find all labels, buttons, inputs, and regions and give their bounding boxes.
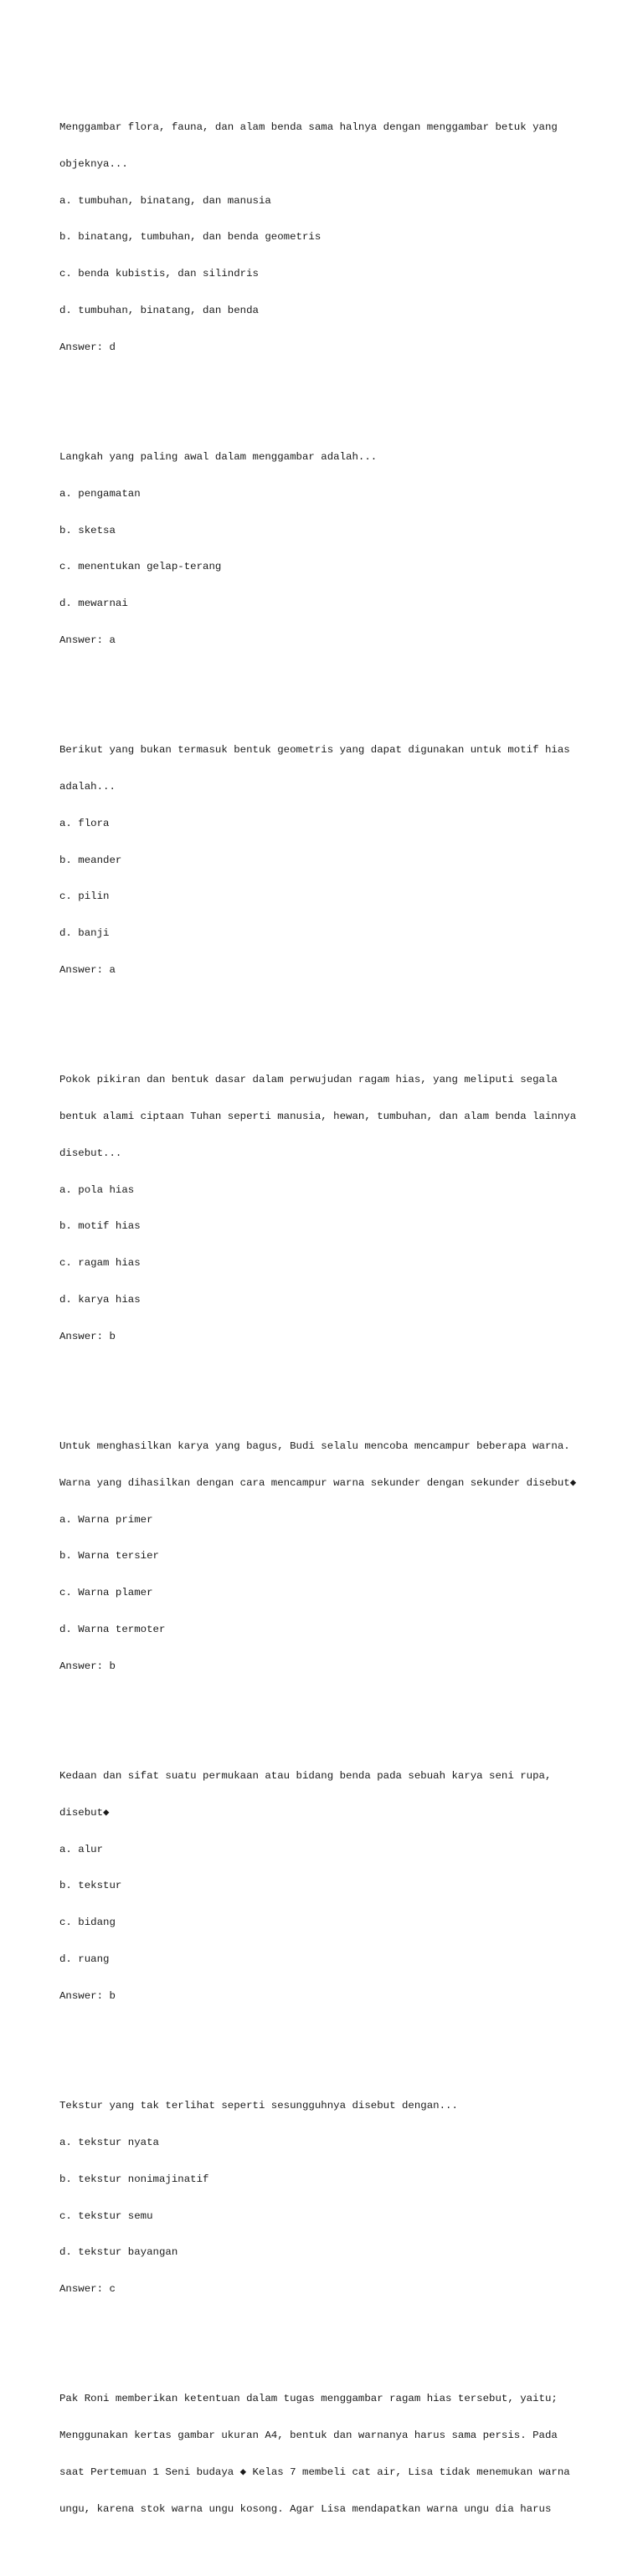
- question-text: ungu, karena stok warna ungu kosong. Agar Lisa mendapatkan warna ungu dia harus: [59, 2502, 552, 2515]
- option-a: a. alur: [59, 1843, 104, 1855]
- option-c: c. benda kubistis, dan silindris: [59, 268, 259, 280]
- answer-line: Answer: a: [59, 963, 116, 976]
- option-c: c. bidang: [59, 1917, 116, 1929]
- question-block-3: [59, 720, 595, 1001]
- option-c: c. ragam hias: [59, 1257, 141, 1270]
- question-text: Warna yang dihasilkan dengan cara mencampur warna sekunder dengan sekunder disebut◆: [59, 1476, 577, 1489]
- option-b: b. Warna tersier: [59, 1550, 159, 1563]
- option-c: c. Warna plamer: [59, 1587, 153, 1599]
- answer-line: Answer: c: [59, 2283, 116, 2296]
- option-a: a. tekstur nyata: [59, 2136, 159, 2148]
- question-block-7: [59, 2076, 595, 2320]
- option-d: d. tekstur bayangan: [59, 2246, 178, 2259]
- question-block-5: [59, 1416, 595, 1697]
- option-b: b. motif hias: [59, 1220, 141, 1233]
- question-text: saat Pertemuan 1 Seni budaya ◆ Kelas 7 membeli cat air, Lisa tidak menemukan warna: [59, 2466, 570, 2478]
- option-a: a. Warna primer: [59, 1513, 153, 1526]
- question-text: Menggambar flora, fauna, dan alam benda sama halnya dengan menggambar betuk yang: [59, 121, 558, 133]
- question-text: disebut◆: [59, 1806, 110, 1819]
- answer-line: Answer: a: [59, 634, 116, 646]
- option-b: b. sketsa: [59, 524, 116, 536]
- question-text: Pak Roni memberikan ketentuan dalam tugas menggambar ragam hias tersebut, yaitu;: [59, 2393, 558, 2405]
- option-d: d. Warna termoter: [59, 1624, 166, 1635]
- option-a: a. pengamatan: [59, 487, 141, 500]
- question-block-1: [59, 97, 595, 378]
- option-b: b. tekstur nonimajinatif: [59, 2173, 209, 2185]
- question-text: objeknya...: [59, 157, 128, 170]
- option-b: b. tekstur: [59, 1880, 122, 1892]
- question-text: adalah...: [59, 781, 116, 793]
- question-text: Menggunakan kertas gambar ukuran A4, bentuk dan warnanya harus sama persis. Pada: [59, 2430, 558, 2442]
- option-b: b. meander: [59, 854, 122, 866]
- option-d: d. karya hias: [59, 1293, 141, 1306]
- answer-line: Answer: b: [59, 1989, 116, 2002]
- question-block-2: [59, 427, 595, 671]
- question-block-6: [59, 1746, 595, 2027]
- question-text: Untuk menghasilkan karya yang bagus, Budi selalu mencoba mencampur beberapa warna.: [59, 1440, 570, 1453]
- answer-line: Answer: d: [59, 341, 116, 353]
- option-d: d. tumbuhan, binatang, dan benda: [59, 304, 259, 316]
- option-a: a. tumbuhan, binatang, dan manusia: [59, 194, 271, 207]
- question-text: Pokok pikiran dan bentuk dasar dalam perwujudan ragam hias, yang meliputi segala: [59, 1074, 558, 1086]
- question-text: disebut...: [59, 1147, 122, 1159]
- question-text: Berikut yang bukan termasuk bentuk geometris yang dapat digunakan untuk motif hias: [59, 744, 570, 757]
- question-text: bentuk alami ciptaan Tuhan seperti manusia, hewan, tumbuhan, dan alam benda lainnya: [59, 1111, 577, 1123]
- question-block-4: [59, 1049, 595, 1367]
- option-b: b. binatang, tumbuhan, dan benda geometris: [59, 231, 322, 244]
- option-c: c. pilin: [59, 890, 110, 903]
- option-a: a. flora: [59, 817, 110, 829]
- answer-line: Answer: b: [59, 1660, 116, 1672]
- question-text: Tekstur yang tak terlihat seperti sesungguhnya disebut dengan...: [59, 2100, 458, 2112]
- question-text: Langkah yang paling awal dalam menggambar adalah...: [59, 451, 378, 463]
- option-c: c. menentukan gelap-terang: [59, 561, 222, 573]
- option-d: d. ruang: [59, 1953, 110, 1966]
- document-page: [59, 60, 595, 2576]
- question-text: Kedaan dan sifat suatu permukaan atau bidang benda pada sebuah karya seni rupa,: [59, 1770, 552, 1783]
- option-d: d. banji: [59, 927, 110, 940]
- option-d: d. mewarnai: [59, 598, 128, 610]
- option-c: c. tekstur semu: [59, 2209, 153, 2222]
- answer-line: Answer: b: [59, 1330, 116, 1342]
- question-block-8: [59, 2368, 595, 2539]
- option-a: a. pola hias: [59, 1183, 135, 1196]
